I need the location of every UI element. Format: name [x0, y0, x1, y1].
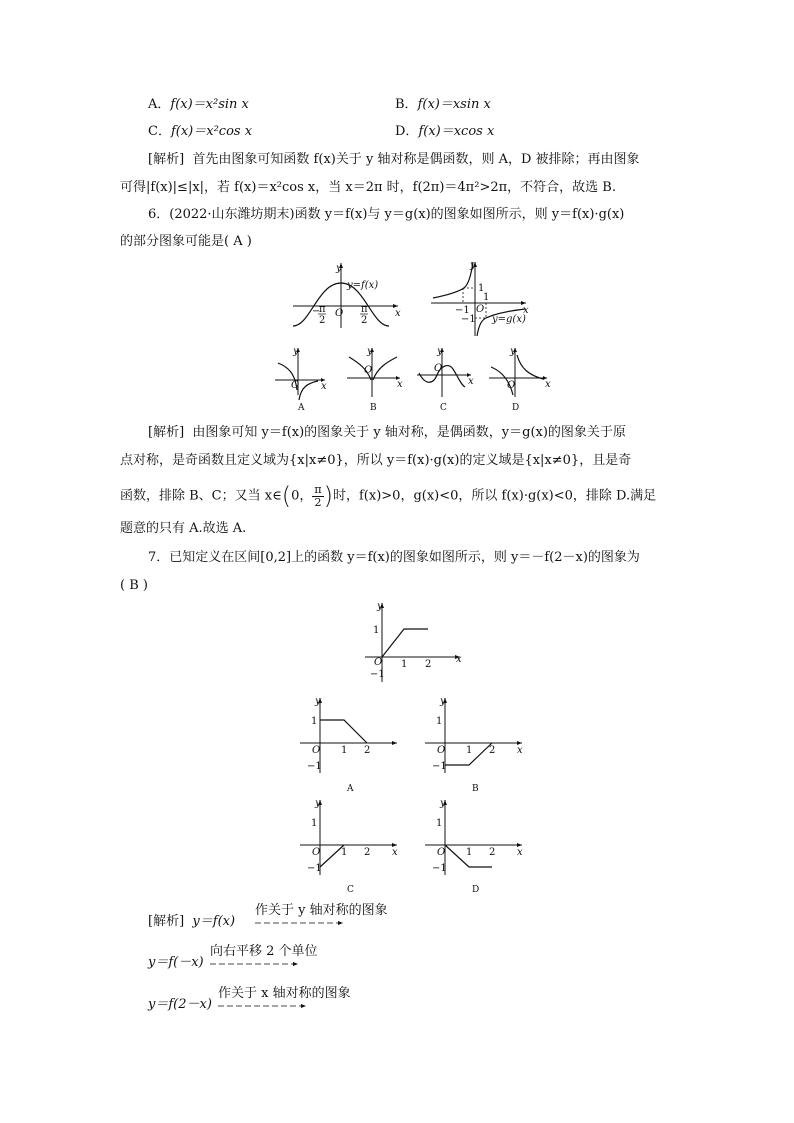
arrow-3: [218, 1003, 308, 1009]
y-label: y: [293, 346, 299, 357]
arrow-2: [210, 961, 300, 967]
g-curve-left: [433, 262, 473, 298]
option-letter: A．: [148, 97, 171, 112]
x-two: 2: [364, 745, 371, 756]
left-paren: (: [281, 482, 292, 510]
neg-pi-den: 2: [319, 315, 326, 326]
analysis6-line1: [148, 423, 626, 443]
q6-option-d-graph: [487, 345, 552, 405]
step2-expr: y＝f(－x): [148, 955, 204, 970]
option-letter: B．: [395, 97, 418, 112]
neg-pi-num: π: [319, 304, 326, 315]
option-c: [148, 122, 252, 142]
analysis7-step1-note: [255, 901, 388, 921]
q7-option-d-graph: [422, 797, 527, 882]
origin-label: O: [312, 847, 321, 858]
origin-label: O: [507, 380, 516, 391]
analysis5-line2: 可得|f(x)|≤|x|，若 f(x)＝x²cos x，当 x＝2π 时，f(2π)＝4π²>2π，不符合，故选 B.: [120, 180, 616, 195]
q7-line1: 7．已知定义在区间[0,2]上的函数 y＝f(x)的图象如图所示，则 y＝－f(2－x)的图象为: [148, 550, 640, 565]
q7-option-c-graph: [297, 797, 402, 882]
analysis7-step3-note: [218, 984, 351, 1004]
x-one: 1: [341, 745, 348, 756]
analysis6-line3: [120, 482, 656, 511]
q6-option-c-graph: [415, 345, 475, 405]
analysis6-line2: 点对称，是奇函数且定义域为{x|x≠0}，所以 y＝f(x)·g(x)的定义域是{x|x≠0}，且是奇: [120, 453, 632, 468]
x-two: 2: [489, 847, 496, 858]
y-label: y: [315, 696, 321, 707]
analysis-tag: [解析]: [148, 152, 185, 167]
x-two: 2: [364, 847, 371, 858]
x-label: x: [517, 745, 523, 756]
x-one: 1: [341, 847, 348, 858]
x-one: 1: [466, 847, 473, 858]
origin-label: O: [434, 363, 443, 374]
analysis7-step1: [148, 912, 235, 932]
caption-b: B: [370, 403, 377, 413]
x-two: 2: [425, 659, 432, 670]
step3-expr: y＝f(2－x): [148, 997, 212, 1012]
step3-note: 作关于 x 轴对称的图象: [218, 986, 351, 1001]
minus-sign: −: [312, 306, 321, 317]
analysis7-step2-note: [210, 942, 318, 962]
one-x-label: 1: [483, 292, 490, 303]
q7-line2: ( B ): [120, 578, 148, 593]
y-one: 1: [373, 625, 380, 636]
analysis-tag: [解析]: [148, 914, 185, 929]
x-label: x: [395, 308, 401, 319]
line3-zero: 0，: [291, 488, 313, 504]
x-label: x: [397, 379, 403, 390]
y-label: y: [440, 798, 446, 809]
q7-option-a-graph: [297, 695, 402, 780]
origin-label: O: [364, 365, 373, 376]
analysis7-step3: [148, 995, 212, 1015]
y-label: y: [440, 696, 446, 707]
y-neg-one: −1: [370, 669, 385, 680]
q7-caption-d: D: [472, 885, 480, 895]
q6-line1: 6．(2022·山东潍坊期末)函数 y＝f(x)与 y＝g(x)的图象如图所示，则 y＝f(x)·g(x): [148, 207, 625, 222]
neg-one-x-label: −1: [455, 305, 470, 316]
y-neg-one: −1: [432, 863, 447, 874]
x-label: x: [545, 379, 551, 390]
analysis-text: 由图象可知 y＝f(x)的图象关于 y 轴对称，是偶函数，y＝g(x)的图象关于原: [192, 425, 626, 440]
analysis6-line4: 题意的只有 A.故选 A.: [120, 521, 247, 536]
q6-option-b-graph: [345, 345, 405, 405]
q6-option-a-graph: [273, 345, 328, 405]
option-letter: C．: [148, 124, 171, 139]
q7-caption-a: A: [347, 784, 354, 794]
x-one: 1: [401, 659, 408, 670]
q7-caption-b: B: [472, 784, 479, 794]
y-label: y: [470, 260, 476, 271]
y-neg-one: −1: [307, 761, 322, 772]
step1-note: 作关于 y 轴对称的图象: [255, 903, 388, 918]
y-label: y: [510, 346, 516, 357]
option-a: [148, 95, 249, 115]
x-two: 2: [489, 745, 496, 756]
option-expr: f(x)＝x²sin x: [170, 97, 249, 112]
analysis5-line1: [148, 150, 640, 170]
x-label: x: [456, 654, 462, 665]
frac-top: π: [314, 482, 322, 496]
x-label: x: [321, 381, 327, 392]
frac-bot: 2: [314, 495, 322, 509]
right-paren: ): [323, 482, 333, 510]
caption-d: D: [512, 403, 520, 413]
q6-line2: 的部分图象可能是( A ): [120, 234, 252, 249]
q7-caption-c: C: [347, 885, 354, 895]
step1-expr: y＝f(x): [192, 914, 236, 929]
pi-over-2: [312, 484, 323, 509]
option-b: [395, 95, 491, 115]
origin-label: O: [335, 308, 344, 319]
analysis-tag: [解析]: [148, 425, 185, 440]
origin-label: O: [437, 745, 446, 756]
y-one: 1: [436, 716, 443, 727]
pi-num: π: [361, 304, 368, 315]
y-neg-one: −1: [307, 863, 322, 874]
pi-den: 2: [361, 315, 368, 326]
option-expr: f(x)＝xsin x: [417, 97, 491, 112]
x-label: x: [523, 305, 529, 316]
q6-g-graph: [428, 258, 533, 338]
y-one: 1: [311, 818, 318, 829]
arrow-1: [255, 920, 345, 926]
x-label: x: [392, 847, 398, 858]
line3-pre: 函数，排除 B、C；又当 x∈: [120, 488, 282, 504]
y-label: y: [336, 263, 342, 274]
origin-label: O: [476, 304, 485, 315]
y-neg-one: −1: [432, 761, 447, 772]
y-label: y: [315, 798, 321, 809]
q7-main-graph: [360, 600, 465, 685]
caption-a: A: [298, 403, 305, 413]
option-letter: D．: [395, 124, 419, 139]
y-label: y: [377, 601, 383, 612]
y-one: 1: [436, 818, 443, 829]
q6-f-graph: [288, 258, 413, 333]
x-one: 1: [466, 745, 473, 756]
f-label: y=f(x): [347, 280, 379, 291]
line3-post: 时，f(x)>0，g(x)<0，所以 f(x)·g(x)<0，排除 D.满足: [333, 488, 657, 504]
x-label: x: [517, 847, 523, 858]
y-one: 1: [311, 716, 318, 727]
option-d: [395, 122, 494, 142]
q7-option-b-graph: [422, 695, 527, 780]
y-label: y: [367, 346, 373, 357]
neg-one-y-label: −1: [461, 314, 476, 325]
analysis7-step2: [148, 953, 204, 973]
option-expr: f(x)＝xcos x: [418, 124, 495, 139]
origin-label: O: [437, 847, 446, 858]
x-label: x: [468, 376, 474, 387]
origin-label: O: [374, 657, 383, 668]
origin-label: O: [291, 380, 300, 391]
caption-c: C: [440, 403, 447, 413]
option-expr: f(x)＝x²cos x: [170, 124, 253, 139]
step2-note: 向右平移 2 个单位: [210, 944, 318, 959]
g-label: y=g(x): [492, 314, 526, 325]
one-y-label: 1: [478, 283, 485, 294]
y-label: y: [437, 346, 443, 357]
origin-label: O: [312, 745, 321, 756]
q7-f-curve: [382, 629, 428, 657]
analysis-text: 首先由图象可知函数 f(x)关于 y 轴对称是偶函数，则 A，D 被排除；再由图象: [192, 152, 640, 167]
